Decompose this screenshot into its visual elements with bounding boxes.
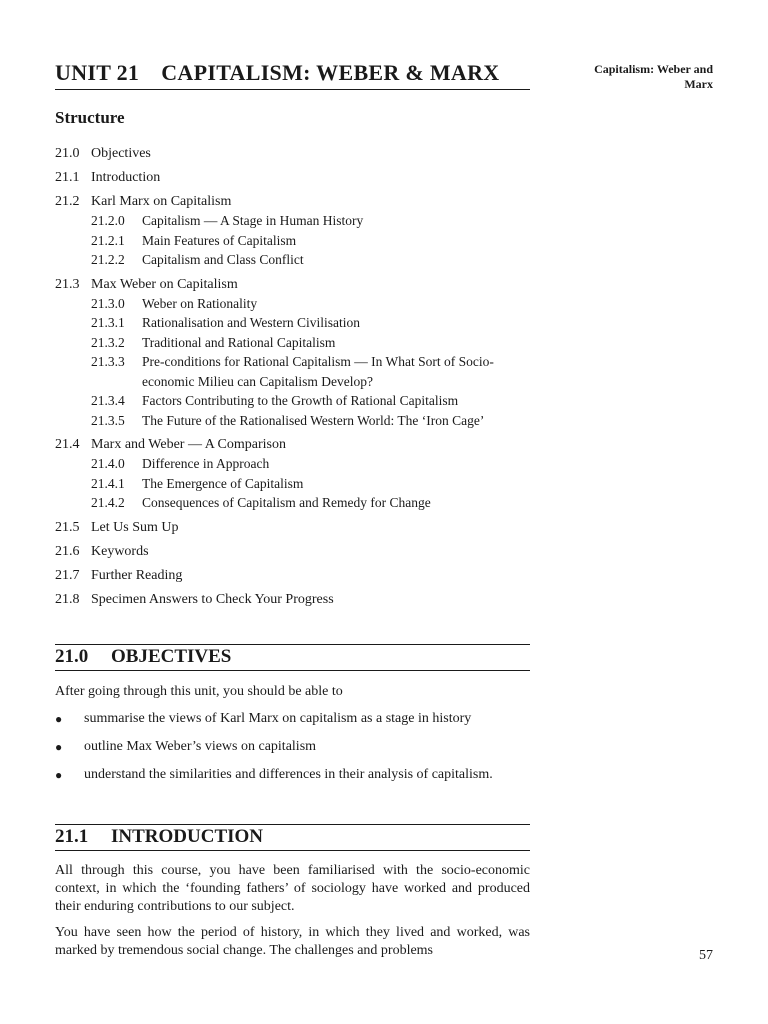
toc-item-text: Let Us Sum Up — [91, 519, 179, 535]
toc-item-number: 21.3 — [55, 276, 80, 292]
toc-item — [91, 294, 530, 314]
toc-item-text: The Future of the Rationalised Western World: The ‘Iron Cage’ — [142, 412, 485, 428]
toc-item — [91, 411, 530, 431]
list-item-text: understand the similarities and differences in their analysis of capitalism. — [84, 767, 493, 782]
introduction-paragraph: All through this course, you have been familiarised with the socio-economic context, in which the ‘founding fathers’ of sociology have worked and produced their enduring contributions to our subject. — [55, 863, 530, 914]
toc-item — [55, 435, 530, 454]
toc-item — [55, 518, 530, 537]
objectives-list — [55, 710, 530, 794]
toc-item-text: Weber on Rationality — [142, 295, 258, 311]
unit-title-heading — [55, 60, 530, 90]
toc-item-number: 21.0 — [55, 146, 80, 161]
toc-item — [55, 542, 530, 561]
toc-item-text: Further Reading — [91, 567, 183, 583]
toc-item-number: 21.3.5 — [91, 412, 125, 428]
toc-item — [91, 352, 530, 391]
introduction-section-title: INTRODUCTION — [111, 826, 264, 847]
toc-item-number: 21.6 — [55, 543, 80, 559]
list-item — [55, 710, 530, 728]
introduction-paragraph: You have seen how the period of history, in which they lived and worked, was marked by tremendous social change. The challenges and problems — [55, 925, 530, 958]
toc-item — [91, 391, 530, 411]
toc-item-number: 21.3.2 — [91, 334, 125, 350]
toc-item — [55, 192, 530, 211]
toc-item-text: Factors Contributing to the Growth of Rational Capitalism — [142, 393, 459, 408]
unit-number: UNIT 21 — [55, 60, 140, 85]
toc-item-text: Difference in Approach — [142, 456, 270, 471]
toc-item — [91, 454, 530, 474]
bullet-icon: ● — [55, 768, 63, 782]
toc-item-number: 21.3.3 — [91, 354, 125, 369]
toc-item-text: The Emergence of Capitalism — [142, 475, 304, 491]
toc-item-number: 21.3.1 — [91, 315, 125, 330]
toc-item — [91, 333, 530, 353]
toc-item-text: Specimen Answers to Check Your Progress — [91, 591, 334, 607]
toc-item-text: Consequences of Capitalism and Remedy for Change — [142, 495, 431, 510]
bullet-icon: ● — [55, 712, 63, 726]
toc-item-text: Objectives — [91, 146, 151, 161]
list-item — [55, 766, 530, 784]
toc-item — [91, 474, 530, 494]
objectives-section-number: 21.0 — [55, 646, 89, 667]
toc-item-number: 21.7 — [55, 567, 80, 583]
toc-item-number: 21.4.0 — [91, 456, 125, 471]
toc-item — [91, 250, 530, 270]
list-item-text: outline Max Weber’s views on capitalism — [84, 739, 317, 754]
objectives-intro: After going through this unit, you should be able to — [55, 684, 343, 699]
toc-item — [55, 168, 530, 187]
toc-item-number: 21.2.0 — [91, 213, 125, 228]
toc-item-text: Keywords — [91, 543, 149, 559]
list-item-text: summarise the views of Karl Marx on capitalism as a stage in history — [84, 711, 472, 726]
toc-item-text: Pre-conditions for Rational Capitalism — In What Sort of Socio-economic Milieu can Capitalism Develop? — [142, 354, 494, 389]
structure-title: Structure — [55, 108, 125, 127]
running-head: Capitalism: Weber and Marx — [594, 62, 713, 91]
toc-item-text: Max Weber on Capitalism — [91, 276, 238, 292]
toc-item-text: Capitalism and Class Conflict — [142, 252, 304, 267]
toc-item — [55, 275, 530, 294]
toc-item — [91, 313, 530, 333]
toc-item-number: 21.8 — [55, 591, 80, 607]
toc-item — [55, 566, 530, 585]
page-number: 57 — [699, 948, 713, 963]
toc-item-text: Traditional and Rational Capitalism — [142, 334, 336, 350]
toc-item — [55, 144, 530, 163]
toc-item-number: 21.4 — [55, 437, 80, 452]
toc-item-text: Introduction — [91, 170, 161, 185]
toc-item-text: Marx and Weber — A Comparison — [91, 437, 286, 452]
toc-item-number: 21.3.4 — [91, 393, 125, 408]
toc-item — [91, 493, 530, 513]
unit-title: CAPITALISM: WEBER & MARX — [161, 60, 500, 85]
toc-item-number: 21.3.0 — [91, 295, 125, 311]
table-of-contents — [55, 144, 530, 609]
toc-item — [55, 590, 530, 609]
introduction-section-number: 21.1 — [55, 826, 89, 847]
toc-item-number: 21.1 — [55, 170, 80, 185]
toc-item-text: Capitalism — A Stage in Human History — [142, 213, 364, 228]
toc-item-number: 21.2 — [55, 194, 80, 209]
toc-item — [91, 231, 530, 251]
toc-item-number: 21.4.2 — [91, 495, 125, 510]
objectives-heading — [55, 644, 530, 671]
toc-item-text: Main Features of Capitalism — [142, 232, 297, 248]
toc-item-text: Rationalisation and Western Civilisation — [142, 315, 361, 330]
list-item — [55, 738, 530, 756]
toc-item-number: 21.2.1 — [91, 232, 125, 248]
toc-item-number: 21.2.2 — [91, 252, 125, 267]
introduction-heading — [55, 824, 530, 851]
toc-item-number: 21.5 — [55, 519, 80, 535]
objectives-section-title: OBJECTIVES — [111, 646, 232, 667]
toc-item — [91, 211, 530, 231]
bullet-icon: ● — [55, 740, 63, 754]
toc-item-number: 21.4.1 — [91, 475, 125, 491]
toc-item-text: Karl Marx on Capitalism — [91, 194, 232, 209]
